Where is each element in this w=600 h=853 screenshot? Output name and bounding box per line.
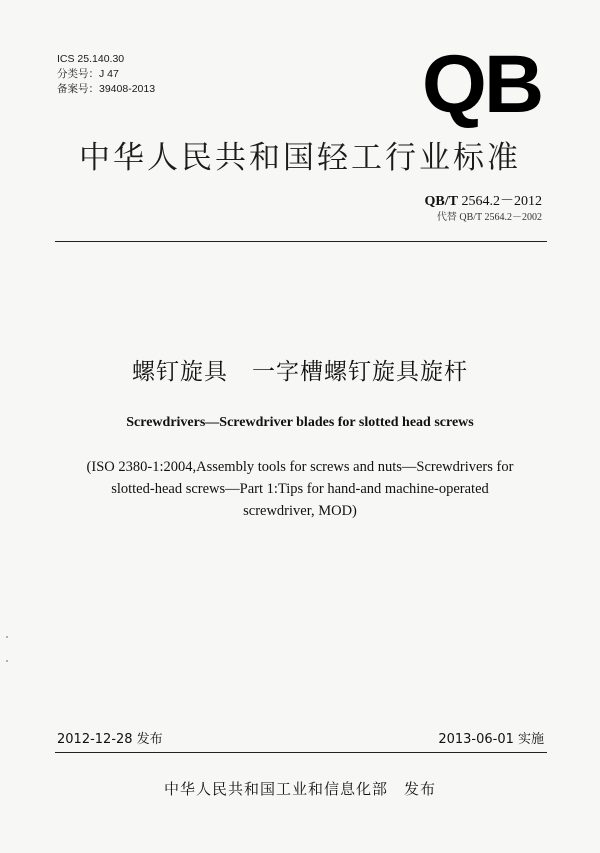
standard-code — [425, 194, 542, 210]
replaced-standard: 代替 QB/T 2564.2－2002 — [436, 212, 542, 223]
document-title-cn: 螺钉旋具 一字槽螺钉旋具旋杆 — [132, 359, 468, 385]
bottom-divider — [55, 752, 547, 753]
iso-reference-line: screwdriver, MOD) — [243, 503, 357, 519]
top-divider — [55, 241, 547, 242]
ics-code: ICS 25.140.30 — [57, 53, 125, 65]
standard-code-prefix: QB/T — [424, 194, 458, 209]
iso-reference-line: (ISO 2380-1:2004,Assembly tools for screws and nuts—Screwdrivers for — [86, 459, 514, 475]
document-title-en: Screwdrivers—Screwdriver blades for slotted head screws — [126, 415, 474, 430]
standard-type-title: 中华人民共和国轻工行业标准 — [79, 140, 521, 176]
metadata-block — [57, 52, 155, 97]
classification-number: 分类号：J 47 — [57, 68, 119, 80]
filing-number: 备案号：39408-2013 — [57, 83, 156, 95]
iso-reference — [70, 456, 530, 522]
scan-mark — [6, 636, 8, 638]
issue-date: 2012-12-28 发布 — [57, 732, 163, 747]
scan-mark — [6, 660, 8, 662]
qb-logo: QB — [421, 39, 542, 130]
standard-code-number: 2564.2－2012 — [461, 194, 542, 209]
iso-reference-line: slotted-head screws—Part 1:Tips for hand-and machine-operated — [111, 481, 489, 497]
implementation-date: 2013-06-01 实施 — [438, 732, 544, 747]
publisher: 中华人民共和国工业和信息化部 发布 — [163, 780, 436, 798]
